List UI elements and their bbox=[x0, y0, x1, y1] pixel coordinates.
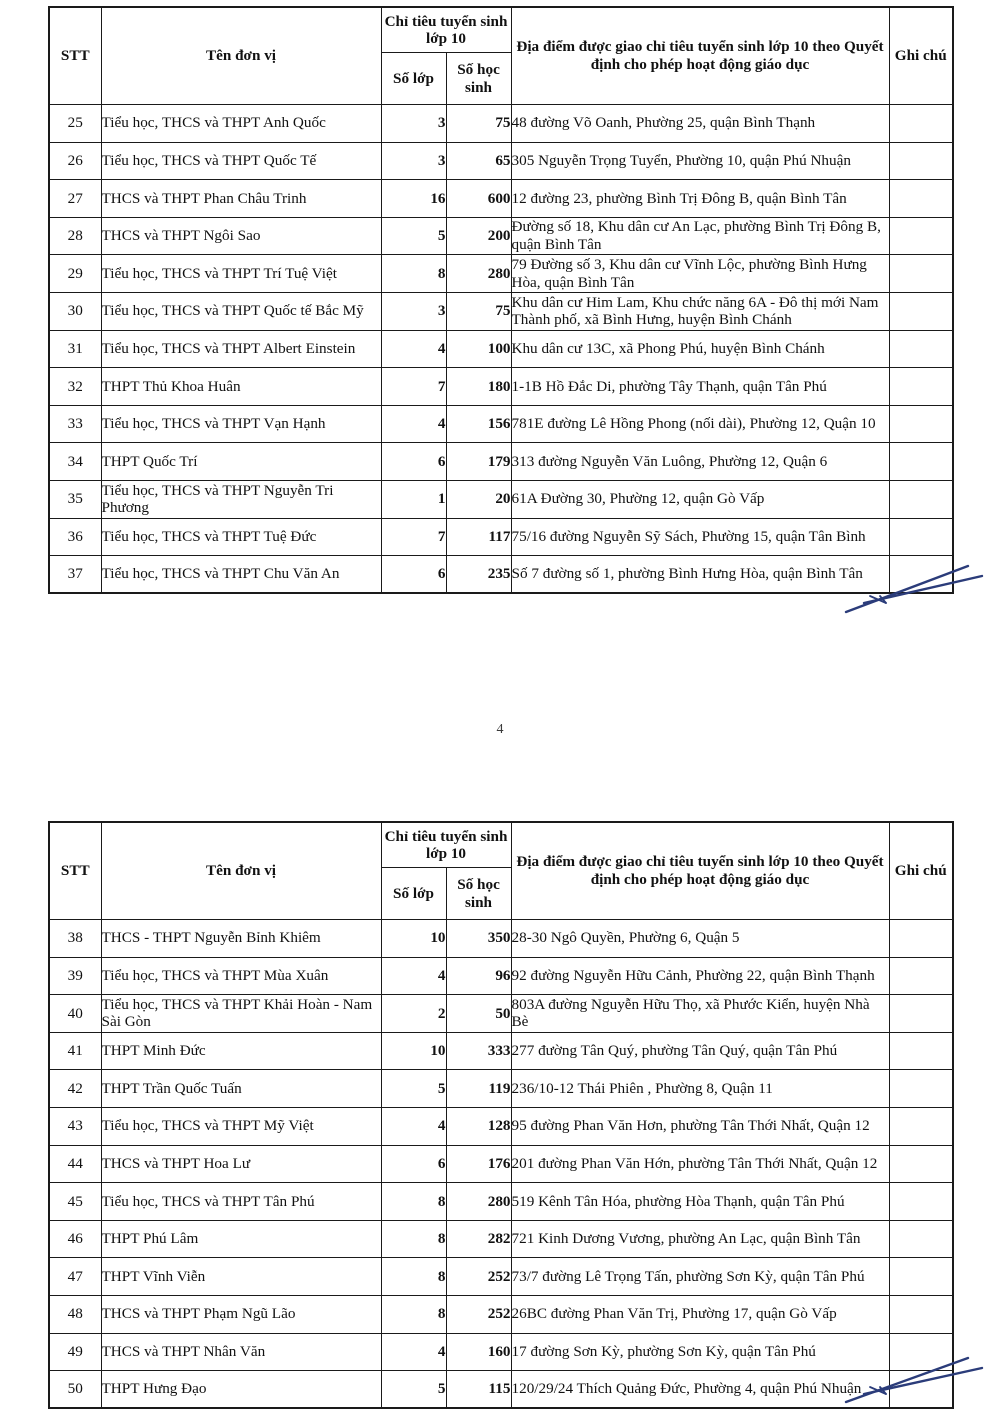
row-note bbox=[889, 1333, 953, 1371]
row-stt: 48 bbox=[49, 1295, 101, 1333]
row-note bbox=[889, 556, 953, 594]
row-address: 61A Đường 30, Phường 12, quận Gò Vấp bbox=[511, 480, 889, 518]
row-note bbox=[889, 292, 953, 330]
header-name: Tên đơn vị bbox=[101, 7, 381, 105]
row-stt: 43 bbox=[49, 1107, 101, 1145]
row-stt: 35 bbox=[49, 480, 101, 518]
row-class-count: 5 bbox=[381, 217, 446, 255]
row-student-count: 75 bbox=[446, 105, 511, 143]
row-unit-name: Tiểu học, THCS và THPT Albert Einstein bbox=[101, 330, 381, 368]
row-student-count: 235 bbox=[446, 556, 511, 594]
row-class-count: 3 bbox=[381, 105, 446, 143]
table-row bbox=[49, 518, 953, 556]
table-row bbox=[49, 1183, 953, 1221]
row-unit-name: Tiểu học, THCS và THPT Quốc tế Bắc Mỹ bbox=[101, 292, 381, 330]
row-student-count: 200 bbox=[446, 217, 511, 255]
row-stt: 44 bbox=[49, 1145, 101, 1183]
row-class-count: 10 bbox=[381, 1032, 446, 1070]
row-address: 201 đường Phan Văn Hớn, phường Tân Thới Nhất, Quận 12 bbox=[511, 1145, 889, 1183]
row-class-count: 10 bbox=[381, 920, 446, 958]
page-number: 4 bbox=[496, 722, 504, 737]
row-address: 803A đường Nguyễn Hữu Thọ, xã Phước Kiển, huyện Nhà Bè bbox=[511, 995, 889, 1033]
row-class-count: 8 bbox=[381, 1220, 446, 1258]
row-address: 305 Nguyễn Trọng Tuyển, Phường 10, quận Phú Nhuận bbox=[511, 142, 889, 180]
row-address: 95 đường Phan Văn Hơn, phường Tân Thới Nhất, Quận 12 bbox=[511, 1107, 889, 1145]
row-student-count: 282 bbox=[446, 1220, 511, 1258]
row-address: 12 đường 23, phường Bình Trị Đông B, quận Bình Tân bbox=[511, 180, 889, 218]
table-row bbox=[49, 217, 953, 255]
header-address: Địa điểm được giao chỉ tiêu tuyển sinh lớp 10 theo Quyết định cho phép hoạt động giáo dục bbox=[511, 7, 889, 105]
header-note: Ghi chú bbox=[889, 822, 953, 920]
row-note bbox=[889, 1032, 953, 1070]
table-row bbox=[49, 443, 953, 481]
row-student-count: 252 bbox=[446, 1295, 511, 1333]
row-class-count: 7 bbox=[381, 518, 446, 556]
row-student-count: 156 bbox=[446, 405, 511, 443]
row-address: 721 Kinh Dương Vương, phường An Lạc, quận Bình Tân bbox=[511, 1220, 889, 1258]
row-note bbox=[889, 368, 953, 406]
row-student-count: 100 bbox=[446, 330, 511, 368]
row-unit-name: THCS và THPT Phạm Ngũ Lão bbox=[101, 1295, 381, 1333]
row-address: 17 đường Sơn Kỳ, phường Sơn Kỳ, quận Tân Phú bbox=[511, 1333, 889, 1371]
row-address: 519 Kênh Tân Hóa, phường Hòa Thạnh, quận Tân Phú bbox=[511, 1183, 889, 1221]
table-row bbox=[49, 255, 953, 293]
row-student-count: 180 bbox=[446, 368, 511, 406]
row-class-count: 8 bbox=[381, 1183, 446, 1221]
table-row bbox=[49, 957, 953, 995]
table-row bbox=[49, 1070, 953, 1108]
row-stt: 42 bbox=[49, 1070, 101, 1108]
row-unit-name: THPT Thủ Khoa Huân bbox=[101, 368, 381, 406]
header-note: Ghi chú bbox=[889, 7, 953, 105]
table-row bbox=[49, 480, 953, 518]
row-unit-name: Tiểu học, THCS và THPT Mỹ Việt bbox=[101, 1107, 381, 1145]
row-class-count: 4 bbox=[381, 1107, 446, 1145]
row-note bbox=[889, 480, 953, 518]
row-address: Khu dân cư 13C, xã Phong Phú, huyện Bình Chánh bbox=[511, 330, 889, 368]
header-quota-group: Chỉ tiêu tuyển sinh lớp 10 bbox=[381, 7, 511, 53]
table-header bbox=[49, 7, 953, 105]
header-stt: STT bbox=[49, 7, 101, 105]
row-note bbox=[889, 443, 953, 481]
row-class-count: 4 bbox=[381, 1333, 446, 1371]
row-note bbox=[889, 1070, 953, 1108]
row-note bbox=[889, 1295, 953, 1333]
row-address: 120/29/24 Thích Quảng Đức, Phường 4, quận Phú Nhuận bbox=[511, 1371, 889, 1409]
row-stt: 31 bbox=[49, 330, 101, 368]
row-note bbox=[889, 105, 953, 143]
row-note bbox=[889, 1183, 953, 1221]
row-address: Số 7 đường số 1, phường Bình Hưng Hòa, quận Bình Tân bbox=[511, 556, 889, 594]
table-row bbox=[49, 142, 953, 180]
row-note bbox=[889, 217, 953, 255]
row-address: 313 đường Nguyễn Văn Luông, Phường 12, Quận 6 bbox=[511, 443, 889, 481]
row-student-count: 280 bbox=[446, 1183, 511, 1221]
table-row bbox=[49, 1258, 953, 1296]
row-stt: 32 bbox=[49, 368, 101, 406]
row-note bbox=[889, 920, 953, 958]
header-name: Tên đơn vị bbox=[101, 822, 381, 920]
table-row bbox=[49, 1371, 953, 1409]
quota-table bbox=[48, 6, 954, 594]
row-class-count: 5 bbox=[381, 1070, 446, 1108]
row-address: 236/10-12 Thái Phiên , Phường 8, Quận 11 bbox=[511, 1070, 889, 1108]
row-student-count: 75 bbox=[446, 292, 511, 330]
row-student-count: 333 bbox=[446, 1032, 511, 1070]
row-address: 48 đường Võ Oanh, Phường 25, quận Bình Thạnh bbox=[511, 105, 889, 143]
row-unit-name: THCS - THPT Nguyễn Bỉnh Khiêm bbox=[101, 920, 381, 958]
row-note bbox=[889, 180, 953, 218]
header-address: Địa điểm được giao chỉ tiêu tuyển sinh lớp 10 theo Quyết định cho phép hoạt động giáo dục bbox=[511, 822, 889, 920]
row-student-count: 117 bbox=[446, 518, 511, 556]
row-unit-name: Tiểu học, THCS và THPT Quốc Tế bbox=[101, 142, 381, 180]
row-student-count: 119 bbox=[446, 1070, 511, 1108]
row-unit-name: THPT Hưng Đạo bbox=[101, 1371, 381, 1409]
row-stt: 25 bbox=[49, 105, 101, 143]
row-unit-name: THCS và THPT Nhân Văn bbox=[101, 1333, 381, 1371]
table-body-2 bbox=[49, 920, 953, 1409]
row-note bbox=[889, 995, 953, 1033]
row-unit-name: THPT Quốc Trí bbox=[101, 443, 381, 481]
table-body-1 bbox=[49, 105, 953, 594]
row-stt: 26 bbox=[49, 142, 101, 180]
row-address: 75/16 đường Nguyễn Sỹ Sách, Phường 15, quận Tân Bình bbox=[511, 518, 889, 556]
row-address: 1-1B Hồ Đắc Di, phường Tây Thạnh, quận Tân Phú bbox=[511, 368, 889, 406]
quota-table-block-2 bbox=[48, 821, 952, 1409]
row-class-count: 5 bbox=[381, 1371, 446, 1409]
header-classes: Số lớp bbox=[381, 868, 446, 920]
row-unit-name: THCS và THPT Phan Châu Trinh bbox=[101, 180, 381, 218]
table-row bbox=[49, 995, 953, 1033]
row-address: 92 đường Nguyễn Hữu Cảnh, Phường 22, quận Bình Thạnh bbox=[511, 957, 889, 995]
row-note bbox=[889, 1107, 953, 1145]
row-address: 73/7 đường Lê Trọng Tấn, phường Sơn Kỳ, quận Tân Phú bbox=[511, 1258, 889, 1296]
table-row bbox=[49, 1107, 953, 1145]
table-row bbox=[49, 368, 953, 406]
row-class-count: 2 bbox=[381, 995, 446, 1033]
row-unit-name: THPT Phú Lâm bbox=[101, 1220, 381, 1258]
row-unit-name: Tiểu học, THCS và THPT Anh Quốc bbox=[101, 105, 381, 143]
row-address: 277 đường Tân Quý, phường Tân Quý, quận Tân Phú bbox=[511, 1032, 889, 1070]
row-address: Đường số 18, Khu dân cư An Lạc, phường Bình Trị Đông B, quận Bình Tân bbox=[511, 217, 889, 255]
row-student-count: 115 bbox=[446, 1371, 511, 1409]
row-address: Khu dân cư Him Lam, Khu chức năng 6A - Đô thị mới Nam Thành phố, xã Bình Hưng, huyện Bình Chánh bbox=[511, 292, 889, 330]
row-student-count: 160 bbox=[446, 1333, 511, 1371]
table-row bbox=[49, 105, 953, 143]
row-stt: 49 bbox=[49, 1333, 101, 1371]
row-student-count: 65 bbox=[446, 142, 511, 180]
row-stt: 28 bbox=[49, 217, 101, 255]
header-quota-group: Chỉ tiêu tuyển sinh lớp 10 bbox=[381, 822, 511, 868]
table-row bbox=[49, 1295, 953, 1333]
row-note bbox=[889, 1145, 953, 1183]
row-student-count: 252 bbox=[446, 1258, 511, 1296]
row-note bbox=[889, 1220, 953, 1258]
row-student-count: 280 bbox=[446, 255, 511, 293]
row-student-count: 96 bbox=[446, 957, 511, 995]
quota-table bbox=[48, 821, 954, 1409]
row-stt: 45 bbox=[49, 1183, 101, 1221]
row-student-count: 600 bbox=[446, 180, 511, 218]
row-stt: 46 bbox=[49, 1220, 101, 1258]
row-address: 28-30 Ngô Quyền, Phường 6, Quận 5 bbox=[511, 920, 889, 958]
row-note bbox=[889, 518, 953, 556]
row-class-count: 6 bbox=[381, 1145, 446, 1183]
row-note bbox=[889, 957, 953, 995]
table-row bbox=[49, 292, 953, 330]
row-unit-name: Tiểu học, THCS và THPT Mùa Xuân bbox=[101, 957, 381, 995]
table-row bbox=[49, 556, 953, 594]
row-class-count: 6 bbox=[381, 556, 446, 594]
table-header bbox=[49, 822, 953, 920]
row-unit-name: Tiểu học, THCS và THPT Trí Tuệ Việt bbox=[101, 255, 381, 293]
row-stt: 40 bbox=[49, 995, 101, 1033]
row-address: 26BC đường Phan Văn Trị, Phường 17, quận Gò Vấp bbox=[511, 1295, 889, 1333]
row-unit-name: Tiểu học, THCS và THPT Nguyễn Tri Phương bbox=[101, 480, 381, 518]
header-classes: Số lớp bbox=[381, 53, 446, 105]
row-stt: 41 bbox=[49, 1032, 101, 1070]
row-class-count: 7 bbox=[381, 368, 446, 406]
row-student-count: 20 bbox=[446, 480, 511, 518]
row-note bbox=[889, 255, 953, 293]
row-stt: 36 bbox=[49, 518, 101, 556]
row-class-count: 4 bbox=[381, 330, 446, 368]
header-stt: STT bbox=[49, 822, 101, 920]
row-unit-name: Tiểu học, THCS và THPT Chu Văn An bbox=[101, 556, 381, 594]
row-class-count: 4 bbox=[381, 957, 446, 995]
row-unit-name: THPT Vĩnh Viễn bbox=[101, 1258, 381, 1296]
row-stt: 50 bbox=[49, 1371, 101, 1409]
row-unit-name: THCS và THPT Ngôi Sao bbox=[101, 217, 381, 255]
row-note bbox=[889, 142, 953, 180]
row-unit-name: Tiểu học, THCS và THPT Tân Phú bbox=[101, 1183, 381, 1221]
row-stt: 34 bbox=[49, 443, 101, 481]
table-row bbox=[49, 180, 953, 218]
row-unit-name: THCS và THPT Hoa Lư bbox=[101, 1145, 381, 1183]
row-unit-name: THPT Trần Quốc Tuấn bbox=[101, 1070, 381, 1108]
row-student-count: 176 bbox=[446, 1145, 511, 1183]
header-students: Số học sinh bbox=[446, 53, 511, 105]
row-stt: 33 bbox=[49, 405, 101, 443]
row-unit-name: Tiểu học, THCS và THPT Tuệ Đức bbox=[101, 518, 381, 556]
row-address: 781E đường Lê Hồng Phong (nối dài), Phường 12, Quận 10 bbox=[511, 405, 889, 443]
header-students: Số học sinh bbox=[446, 868, 511, 920]
row-class-count: 3 bbox=[381, 142, 446, 180]
row-class-count: 16 bbox=[381, 180, 446, 218]
table-row bbox=[49, 1220, 953, 1258]
quota-table-block-1 bbox=[48, 6, 952, 594]
table-row bbox=[49, 330, 953, 368]
table-row bbox=[49, 405, 953, 443]
table-row bbox=[49, 1333, 953, 1371]
row-stt: 38 bbox=[49, 920, 101, 958]
row-student-count: 350 bbox=[446, 920, 511, 958]
row-student-count: 50 bbox=[446, 995, 511, 1033]
row-class-count: 6 bbox=[381, 443, 446, 481]
row-class-count: 3 bbox=[381, 292, 446, 330]
row-unit-name: THPT Minh Đức bbox=[101, 1032, 381, 1070]
table-row bbox=[49, 1145, 953, 1183]
row-stt: 39 bbox=[49, 957, 101, 995]
row-address: 79 Đường số 3, Khu dân cư Vĩnh Lộc, phường Bình Hưng Hòa, quận Bình Tân bbox=[511, 255, 889, 293]
row-class-count: 4 bbox=[381, 405, 446, 443]
table-row bbox=[49, 1032, 953, 1070]
row-unit-name: Tiểu học, THCS và THPT Vạn Hạnh bbox=[101, 405, 381, 443]
row-stt: 27 bbox=[49, 180, 101, 218]
row-student-count: 179 bbox=[446, 443, 511, 481]
row-note bbox=[889, 1258, 953, 1296]
row-stt: 30 bbox=[49, 292, 101, 330]
row-unit-name: Tiểu học, THCS và THPT Khải Hoàn - Nam Sài Gòn bbox=[101, 995, 381, 1033]
row-class-count: 8 bbox=[381, 1295, 446, 1333]
row-note bbox=[889, 330, 953, 368]
row-note bbox=[889, 1371, 953, 1409]
row-note bbox=[889, 405, 953, 443]
row-stt: 29 bbox=[49, 255, 101, 293]
row-student-count: 128 bbox=[446, 1107, 511, 1145]
row-stt: 37 bbox=[49, 556, 101, 594]
row-class-count: 8 bbox=[381, 1258, 446, 1296]
row-class-count: 1 bbox=[381, 480, 446, 518]
row-stt: 47 bbox=[49, 1258, 101, 1296]
row-class-count: 8 bbox=[381, 255, 446, 293]
table-row bbox=[49, 920, 953, 958]
